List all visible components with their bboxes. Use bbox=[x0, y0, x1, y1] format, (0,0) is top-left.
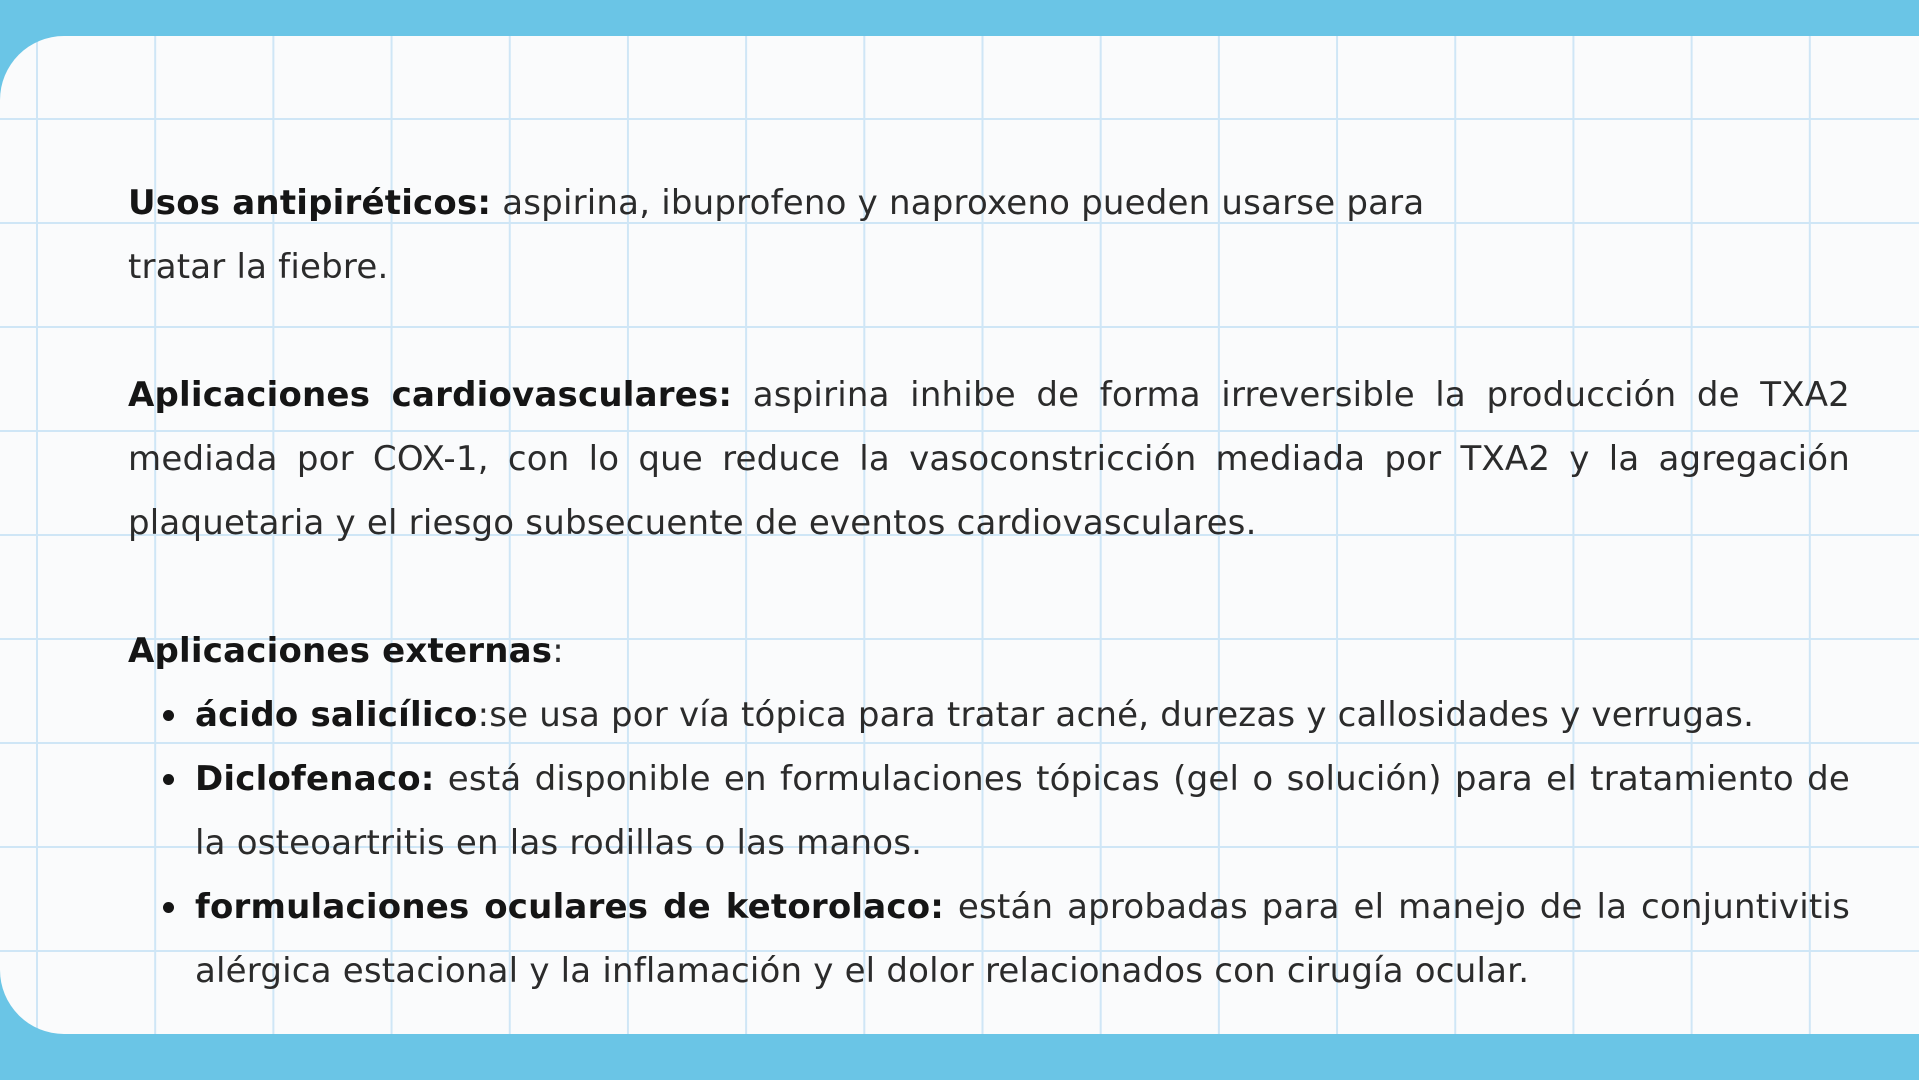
section-external-applications bbox=[128, 619, 1850, 1003]
list-item-salicylic-acid bbox=[195, 683, 1850, 747]
external-applications-list bbox=[128, 683, 1850, 1003]
external-heading-line bbox=[128, 619, 1850, 683]
item-text-ketorolac: están aprobadas para el manejo de la conjuntivitis alérgica estacional y la inflamación y el dolor relacionados con cirugía ocular. bbox=[195, 887, 1850, 991]
item-text-salicylic-acid: :se usa por vía tópica para tratar acné, durezas y callosidades y verrugas. bbox=[477, 695, 1755, 735]
heading-external-applications: Aplicaciones externas bbox=[128, 631, 553, 671]
list-item-ketorolac bbox=[195, 875, 1850, 1003]
paragraph-cardiovascular-applications bbox=[128, 363, 1850, 555]
heading-antipyretic-uses: Usos antipiréticos: bbox=[128, 183, 492, 223]
paragraph-antipyretic-uses bbox=[128, 171, 1478, 299]
document-content bbox=[128, 171, 1850, 1003]
text-antipyretic-uses: aspirina, ibuprofeno y naproxeno pueden usarse para tratar la fiebre. bbox=[128, 183, 1425, 287]
item-title-ketorolac: formulaciones oculares de ketorolaco: bbox=[195, 887, 945, 927]
item-title-salicylic-acid: ácido salicílico bbox=[195, 695, 478, 735]
text-cardiovascular-applications: aspirina inhibe de forma irreversible la producción de TXA2 mediada por COX-1, con lo que reduce la vasoconstricción mediada por TXA2 y la agregación plaquetaria y el riesgo subsecuente de eventos cardiovasculares. bbox=[128, 375, 1850, 543]
grid-paper-sheet bbox=[0, 36, 1919, 1034]
item-text-diclofenac: está disponible en formulaciones tópicas (gel o solución) para el tratamiento de la osteoartritis en las rodillas o las manos. bbox=[195, 759, 1850, 863]
heading-colon: : bbox=[552, 631, 564, 671]
list-item-diclofenac bbox=[195, 747, 1850, 875]
item-title-diclofenac: Diclofenaco: bbox=[195, 759, 435, 799]
heading-cardiovascular-applications: Aplicaciones cardiovasculares: bbox=[128, 375, 733, 415]
